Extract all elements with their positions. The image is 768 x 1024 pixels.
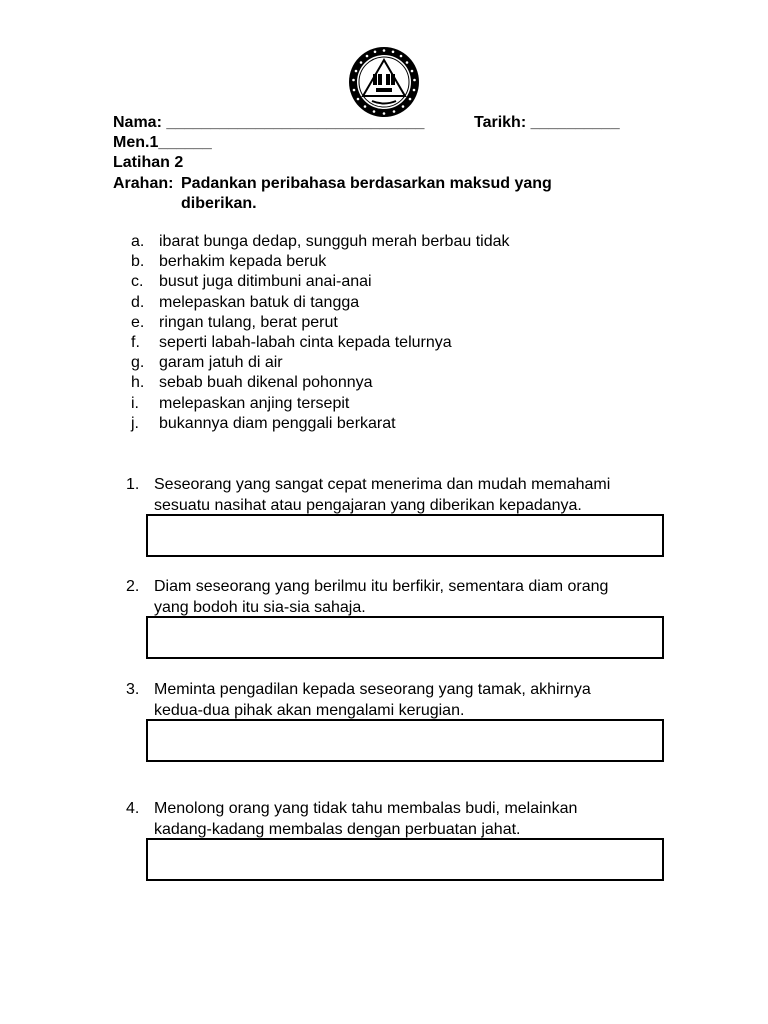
instruction-text-line-1: Padankan peribahasa berdasarkan maksud yang [181,175,552,192]
question-4 [126,798,666,840]
option-text: busut juga ditimbuni anai-anai [159,273,372,291]
question-text-line-1: Meminta pengadilan kepada seseorang yang tamak, akhirnya [154,681,591,698]
option-letter: d. [131,293,145,311]
question-number: 2. [126,578,140,595]
option-text: melepaskan batuk di tangga [159,293,360,311]
option-text: bukannya diam penggali berkarat [159,414,396,432]
option-letter: f. [131,334,140,352]
option-text: ringan tulang, berat perut [159,313,338,331]
option-text: ibarat bunga dedap, sungguh merah berbau tidak [159,233,510,250]
question-text-line-1: Menolong orang yang tidak tahu membalas budi, melainkan [154,800,578,817]
answer-box-2[interactable] [146,616,664,659]
list-item [131,313,509,333]
answer-box-1[interactable] [146,514,664,557]
question-text-line-2: kedua-dua pihak akan mengalami kerugian. [154,702,465,719]
option-text: sebab buah dikenal pohonnya [159,374,373,392]
list-item [131,252,509,272]
question-2 [126,576,666,618]
option-letter: c. [131,273,144,291]
option-letter: a. [131,233,145,250]
list-item [131,232,509,252]
list-item [131,272,509,292]
question-text-line-2: yang bodoh itu sia-sia sahaja. [154,599,366,616]
name-field-label: Nama: _____________________________ [113,114,425,131]
option-text: seperti labah-labah cinta kepada telurnya [159,334,452,352]
instruction-label: Arahan: [113,175,174,192]
list-item [131,414,509,434]
instruction-text-line-2: diberikan. [181,195,257,212]
question-number: 1. [126,476,140,493]
question-number: 4. [126,800,140,817]
question-text-line-2: kadang-kadang membalas dengan perbuatan jahat. [154,821,521,838]
proverb-options-list [131,232,509,434]
option-letter: b. [131,253,145,271]
list-item [131,333,509,353]
answer-box-4[interactable] [146,838,664,881]
list-item [131,293,509,313]
list-item [131,373,509,393]
class-field-label: Men.1______ [113,134,212,151]
date-field-label: Tarikh: __________ [474,114,620,131]
list-item [131,353,509,373]
option-letter: i. [131,394,139,412]
option-letter: e. [131,313,145,331]
option-letter: j. [131,414,139,432]
question-text-line-2: sesuatu nasihat atau pengajaran yang diberikan kepadanya. [154,497,582,514]
answer-box-3[interactable] [146,719,664,762]
option-letter: g. [131,354,145,372]
list-item [131,394,509,414]
option-text: melepaskan anjing tersepit [159,394,350,412]
exercise-title: Latihan 2 [113,154,184,171]
option-text: garam jatuh di air [159,354,283,372]
question-text-line-1: Diam seseorang yang berilmu itu berfikir, sementara diam orang [154,578,609,595]
question-3 [126,679,666,721]
question-number: 3. [126,681,140,698]
question-1 [126,474,666,516]
option-text: berhakim kepada beruk [159,253,327,271]
question-text-line-1: Seseorang yang sangat cepat menerima dan mudah memahami [154,476,611,493]
school-crest-logo [348,46,420,118]
option-letter: h. [131,374,145,392]
